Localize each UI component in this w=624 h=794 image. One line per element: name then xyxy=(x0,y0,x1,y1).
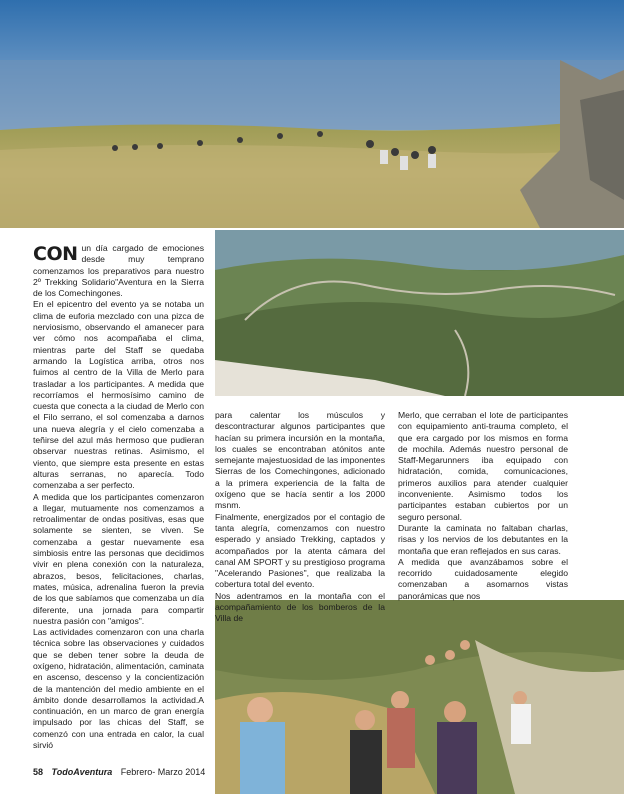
article-column-2 xyxy=(215,410,385,625)
paragraph: Finalmente, energizados por el contagio de tanta alegría, comenzamos con nuestro esperado y ansiado Trekking, captados y acompañados por la atenta cámara del canal AM SPORT y su prestigioso programa "Acelerando Pasiones", que realizaba la cobertura total del evento. xyxy=(215,511,385,590)
paragraph: para calentar los músculos y descontracturar algunos participantes que hacían su primera incursión en la montaña, los cuales se encontraban atónitos ante semejante majestuosidad de las imponentes Sierras de los Comechingones, adicionado a la primera experiencia de la falta de oxígeno que se hacía sentir a los 2000 msnm. xyxy=(215,410,385,511)
paragraph: un día cargado de emociones desde muy temprano comenzamos los preparativos para nuestro 2º Trekking Solidario"Aventura en la Sierra de los Comechingones. xyxy=(33,243,204,299)
article-column-3 xyxy=(398,410,568,602)
paragraph: Durante la caminata no faltaban charlas, risas y los nervios de los debutantes en la montaña que eran reflejados en sus caras. xyxy=(398,522,568,556)
article-column-1 xyxy=(33,243,204,751)
paragraph: A medida que los participantes comenzaron a llegar, mutuamente nos comenzamos a retroalimentar de ondas positivas, esas que solamente se sienten, se viven. Se comenzaba a gestar nuevamente esa simbiosis entre las personas que decidimos vivir en plena conexión con la naturaleza, abrazos, besos, felicitaciones, charlas, mates, música, adrenalina fueron la previa de los que sabíamos que comenzaba un día diferente, una jornada para compartir nuestra pasión con "amigos". xyxy=(33,491,204,626)
paragraph: A medida que avanzábamos sobre el recorrido cuidadosamente elegido comenzaban a asomarnos vistas panorámicas que nos xyxy=(398,556,568,601)
issue-date: Febrero- Marzo 2014 xyxy=(120,767,206,777)
bottom-photo-hikers-trail xyxy=(215,600,624,794)
lead-word: CON xyxy=(33,243,78,265)
paragraph: En el epicentro del evento ya se notaba un clima de euforia mezclado con una pizca de nerviosismo, observando el amanecer para ver cómo nos acompañaba el clima, mientras parte del Staff se quedaba armando la Logística arriba, otros nos fuimos al centro de la Villa de Merlo para trasladar a los participantes. A medida que recorríamos el hermosísimo camino de cuesta que conecta a la ciudad de Merlo con el Filo serrano, el sol comenzaba a darnos una nueva alegría y el cielo comenzaba a teñirse del azul más hermoso que pudieran observar nuestras retinas. Asimismo, el viento, que siempre esta presente en estas alturas serranas, no aparecía. Todo comenzaba a ser perfecto. xyxy=(33,299,204,491)
valley-road-photo xyxy=(215,230,624,396)
magazine-name: TodoAventura xyxy=(51,767,113,777)
top-photo-hikers-ridge xyxy=(0,0,624,228)
paragraph: Nos adentramos en la montaña con el acompañamiento de los bomberos de la Villa de xyxy=(215,590,385,624)
page-number: 58 xyxy=(33,767,44,777)
page-footer xyxy=(33,767,205,777)
paragraph: Las actividades comenzaron con una charla técnica sobre las observaciones y cuidados que se deben tener sobre la deuda de oxígeno, hidratación, alimentación, caminata en ascenso, descenso y la concientización de la mantención del medio ambiente en el ámbito donde desarrollamos la actividad.A continuación, en un marco de gran energía impulsado por las chicas del Staff, se comenzó con una entrada en calor, la cual sirvió xyxy=(33,627,204,751)
paragraph: Merlo, que cerraban el lote de participantes con equipamiento anti-trauma completo, el que era cargado por los mismos en forma de mochila. Además nuestro personal de Staff-Megarunners iba equipado con hidratación, comida, comunicaciones, primeros auxilios para atender cualquier inconveniente. Asimismo todos los participantes estaban cubiertos por un seguro personal. xyxy=(398,410,568,522)
